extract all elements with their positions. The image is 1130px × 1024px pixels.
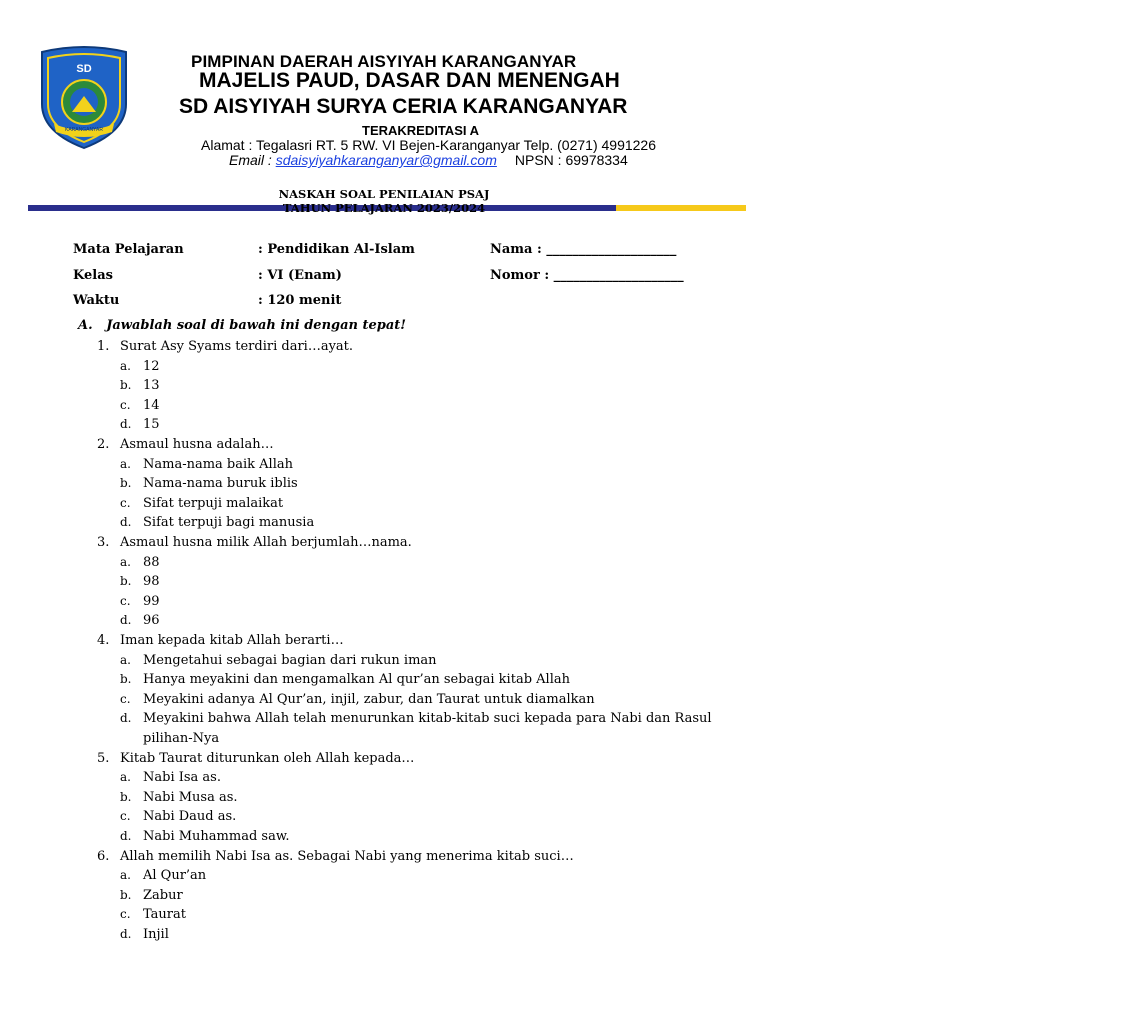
option-letter: a. (120, 868, 131, 883)
option-letter: b. (120, 789, 132, 804)
logo-text: SD (76, 63, 92, 75)
option-letter: c. (120, 691, 131, 706)
email-link[interactable]: sdaisyiyahkaranganyar@gmail.com (275, 152, 497, 168)
document-title: NASKAH SOAL PENILAIAN PSAJ (278, 187, 490, 201)
option-letter: d. (120, 417, 132, 432)
time-value: : 120 menit (258, 293, 342, 308)
option-letter: c. (120, 495, 131, 510)
option-text: Meyakini bahwa Allah telah menurunkan kitab-kitab suci kepada para Nabi dan Rasul (143, 711, 712, 727)
option-text: 14 (143, 397, 160, 413)
contact-line (229, 152, 997, 168)
option-text: Sifat terpuji bagi manusia (143, 515, 315, 531)
section-a-heading: A. Jawablah soal di bawah ini dengan tepat! (78, 318, 407, 333)
name-field[interactable]: Nama : ____________________ (490, 242, 677, 257)
question-text: Allah memilih Nabi Isa as. Sebagai Nabi yang menerima kitab suci… (120, 848, 574, 864)
exam-info (0, 242, 768, 312)
question-number: 1. (97, 339, 110, 354)
option-letter: a. (120, 652, 131, 667)
npsn: NPSN : 69978334 (514, 152, 628, 168)
org-line-1: PIMPINAN DAERAH AISYIYAH KARANGANYAR (191, 52, 577, 71)
option-text: 15 (143, 417, 160, 433)
option-letter: d. (120, 515, 132, 530)
option-text: 98 (143, 574, 160, 590)
option-text: Al Qur’an (143, 868, 207, 884)
option-letter: a. (120, 554, 131, 569)
class-value: : VI (Enam) (258, 268, 342, 283)
option-letter: d. (120, 613, 132, 628)
option-text: 99 (143, 593, 160, 609)
option-text: Sifat terpuji malaikat (143, 495, 284, 511)
question-number: 4. (97, 633, 110, 648)
number-field[interactable]: Nomor : ____________________ (490, 268, 684, 283)
option-text: Nabi Muhammad saw. (143, 829, 290, 844)
option-text: Nama-nama baik Allah (143, 456, 293, 472)
option-text: Zabur (143, 887, 183, 903)
option-text: 96 (143, 613, 160, 629)
option-text: Nabi Isa as. (143, 770, 221, 786)
option-letter: b. (120, 574, 132, 589)
option-letter: b. (120, 672, 132, 687)
option-letter: d. (120, 927, 132, 941)
option-letter: b. (120, 378, 132, 393)
option-text: pilihan-Nya (143, 731, 220, 746)
subject-value: : Pendidikan Al-Islam (258, 242, 415, 257)
question-number: 3. (97, 535, 110, 550)
option-letter: a. (120, 456, 131, 471)
option-letter: c. (120, 593, 131, 608)
option-text: Meyakini adanya Al Qur’an, injil, zabur, dan Taurat untuk diamalkan (143, 691, 595, 707)
logo-banner-text: KARANGANYAR (65, 127, 103, 133)
org-line-2: MAJELIS PAUD, DASAR DAN MENENGAH (199, 69, 620, 92)
option-text: 13 (143, 378, 160, 394)
option-text: Nama-nama buruk iblis (143, 476, 298, 492)
school-name: SD AISYIYAH SURYA CERIA KARANGANYAR (179, 95, 628, 118)
option-letter: b. (120, 887, 132, 902)
option-text: 12 (143, 358, 160, 374)
email-label: Email : (229, 152, 276, 168)
class-label: Kelas (73, 268, 113, 283)
question-text: Surat Asy Syams terdiri dari…ayat. (120, 339, 354, 354)
school-year: TAHUN PELAJARAN 2023/2024 (282, 201, 486, 215)
subject-label: Mata Pelajaran (73, 242, 184, 257)
question-text: Asmaul husna milik Allah berjumlah…nama. (120, 535, 412, 550)
question-text: Asmaul husna adalah… (120, 437, 274, 452)
option-text: Hanya meyakini dan mengamalkan Al qur’an sebagai kitab Allah (143, 672, 570, 688)
option-text: Nabi Daud as. (143, 809, 237, 825)
school-logo (36, 46, 132, 150)
question-text: Iman kepada kitab Allah berarti… (120, 633, 344, 648)
option-letter: d. (120, 711, 132, 726)
question-text: Kitab Taurat diturunkan oleh Allah kepada… (120, 750, 415, 766)
question-number: 6. (97, 848, 110, 864)
time-label: Waktu (73, 293, 120, 308)
option-text: Injil (143, 927, 169, 942)
question-number: 2. (97, 437, 110, 452)
option-letter: c. (120, 907, 131, 922)
question-number: 5. (97, 750, 110, 766)
option-letter: d. (120, 829, 132, 843)
option-letter: a. (120, 358, 131, 373)
accreditation: TERAKREDITASI A (362, 123, 479, 138)
option-text: Mengetahui sebagai bagian dari rukun iman (143, 652, 437, 668)
option-text: Taurat (143, 907, 186, 923)
option-text: 88 (143, 554, 160, 570)
option-text: Nabi Musa as. (143, 789, 238, 805)
option-letter: c. (120, 397, 131, 412)
option-letter: a. (120, 770, 131, 785)
option-letter: b. (120, 476, 132, 491)
option-letter: c. (120, 809, 131, 824)
address: Alamat : Tegalasri RT. 5 RW. VI Bejen-Karanganyar Telp. (0271) 4991226 (201, 137, 657, 153)
